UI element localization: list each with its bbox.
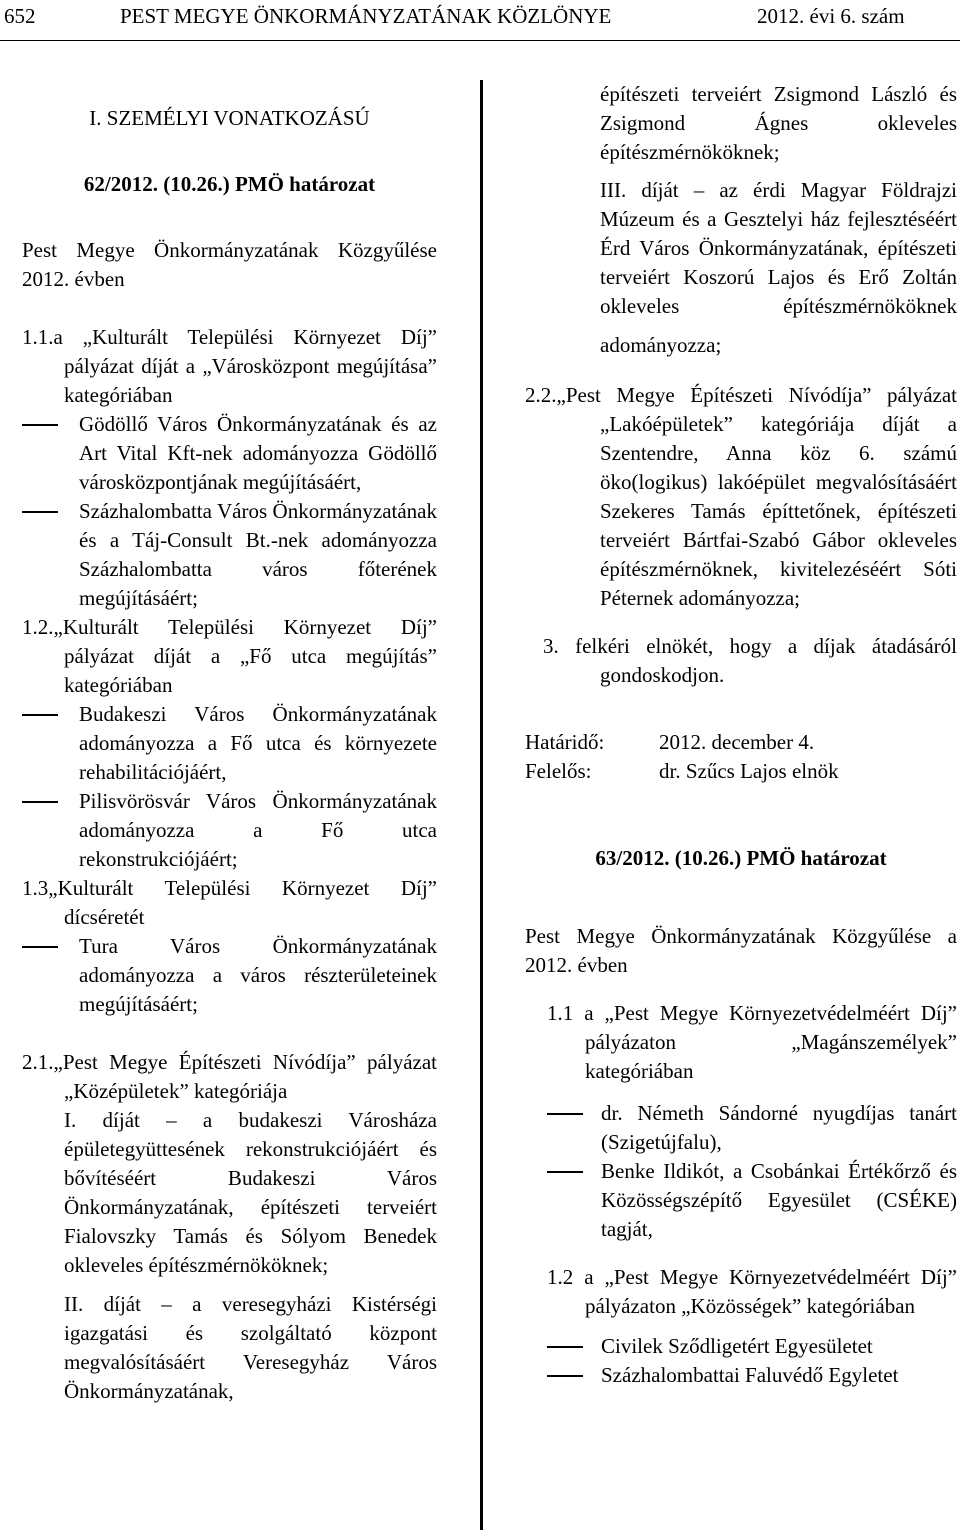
page-number: 652	[4, 4, 36, 28]
deadline-label: Határidő:	[525, 730, 605, 754]
resolution-63-intro: Pest Megye Önkormányzatának Közgyűlése a 2012. évben	[525, 924, 957, 977]
third-prize-closing: adományozza;	[600, 333, 722, 357]
item-1-2-recipient-1: Budakeszi Város Önkormányzatának adományozza a Fő utca és környezete rehabilitációjáért,	[22, 700, 437, 787]
item-1-2-recipient-2: Pilisvörösvár Város Önkormányzatának adományozza a Fő utca rekonstrukciójáért;	[22, 787, 437, 874]
item-63-1-2-lead: 1.2 a „Pest Megye Környezetvédelméért Díj” pályázaton „Közösségek” kategóriában	[547, 1265, 957, 1318]
item-2-2-lead: 2.2.„Pest Megye Építészeti Nívódíja” pályázat „Lakóépületek” kategóriája díját a Szentendre, Anna köz 6. számú öko(logikus) lakóépület megvalósításáért Szekeres Tamás építtetőnek, építészeti terveiért Bártfai-Szabó Gábor okleveles építészmérnöknek, kivitelezéséért Sóti Péternek adományozza;	[525, 383, 957, 610]
deadline-row	[525, 728, 957, 757]
deadline-value: 2012. december 4.	[659, 730, 815, 754]
responsible-row	[525, 757, 957, 786]
item-2-1-second-prize: II. díját – a veresegyházi Kistérségi igazgatási és szolgáltató központ megvalósításáért Veresegyház Város Önkormányzatának,	[64, 1292, 437, 1403]
item-63-1-1-recipient-2: Benke Ildikót, a Csobánkai Értékőrző és Közösségszépítő Egyesület (CSÉKE) tagját,	[525, 1157, 957, 1244]
item-63-1-2-recipient-2: Százhalombattai Faluvédő Egyletet	[525, 1361, 957, 1390]
issue-number: 2012. évi 6. szám	[757, 4, 905, 28]
resolution-62-intro: Pest Megye Önkormányzatának Közgyűlése 2012. évben	[22, 238, 437, 291]
item-2-1-third-prize: III. díját – az érdi Magyar Földrajzi Múzeum és a Gesztelyi ház fejlesztéséért Érd Város Önkormányzatának, építészeti terveiért Koszorú Lajos és Erő Zoltán okleveles építészmérnököknek	[600, 178, 957, 318]
left-column	[22, 80, 437, 1406]
page-header	[0, 0, 960, 41]
publication-title: PEST MEGYE ÖNKORMÁNYZATÁNAK KÖZLÖNYE	[120, 4, 612, 28]
item-1-2-lead: 1.2.„Kulturált Települési Környezet Díj” pályázat díját a „Fő utca megújítás” kategóriában	[22, 615, 437, 697]
section-title: I. SZEMÉLYI VONATKOZÁSÚ	[89, 106, 370, 130]
responsible-value: dr. Szűcs Lajos elnök	[659, 759, 839, 783]
item-3: 3. felkéri elnökét, hogy a díjak átadásáról gondoskodjon.	[543, 634, 957, 687]
item-63-1-1-lead: 1.1 a „Pest Megye Környezetvédelméért Díj” pályázaton „Magánszemélyek” kategóriában	[547, 1001, 957, 1083]
second-prize-continuation: építészeti terveiért Zsigmond László és Zsigmond Ágnes okleveles építészmérnököknek;	[600, 82, 957, 164]
resolution-63-title: 63/2012. (10.26.) PMÖ határozat	[595, 846, 887, 870]
item-1-3-recipient-1: Tura Város Önkormányzatának adományozza a város részterületeinek megújításáért;	[22, 932, 437, 1019]
item-2-1-lead: 2.1.„Pest Megye Építészeti Nívódíja” pályázat „Középületek” kategóriája	[22, 1050, 437, 1103]
column-divider	[480, 80, 483, 1530]
item-1-3-lead: 1.3„Kulturált Települési Környezet Díj” dícséretét	[22, 876, 437, 929]
item-63-1-1-recipient-1: dr. Németh Sándorné nyugdíjas tanárt (Szigetújfalu),	[525, 1099, 957, 1157]
right-column	[525, 80, 957, 1390]
item-1-1-recipient-2: Százhalombatta Város Önkormányzatának és a Táj-Consult Bt.-nek adományozza Százhalombatta város főterének megújításáért;	[22, 497, 437, 613]
resolution-62-title: 62/2012. (10.26.) PMÖ határozat	[83, 172, 376, 196]
item-63-1-2-recipient-1: Civilek Sződligetért Egyesületet	[525, 1332, 957, 1361]
responsible-label: Felelős:	[525, 759, 592, 783]
item-2-1-first-prize: I. díját – a budakeszi Városháza épületegyüttesének rekonstrukciójáért és bővítéséért Budakeszi Város Önkormányzatának, építészeti terveiért Fialovszky Tamás és Sólyom Benedek okleveles építészmérnököknek;	[64, 1108, 437, 1277]
item-1-1-recipient-1: Gödöllő Város Önkormányzatának és az Art Vital Kft-nek adományozza Gödöllő városközpontjának megújításáért,	[22, 410, 437, 497]
item-1-1-lead: 1.1.a „Kulturált Települési Környezet Díj” pályázat díját a „Városközpont megújítása” kategóriában	[22, 325, 437, 407]
